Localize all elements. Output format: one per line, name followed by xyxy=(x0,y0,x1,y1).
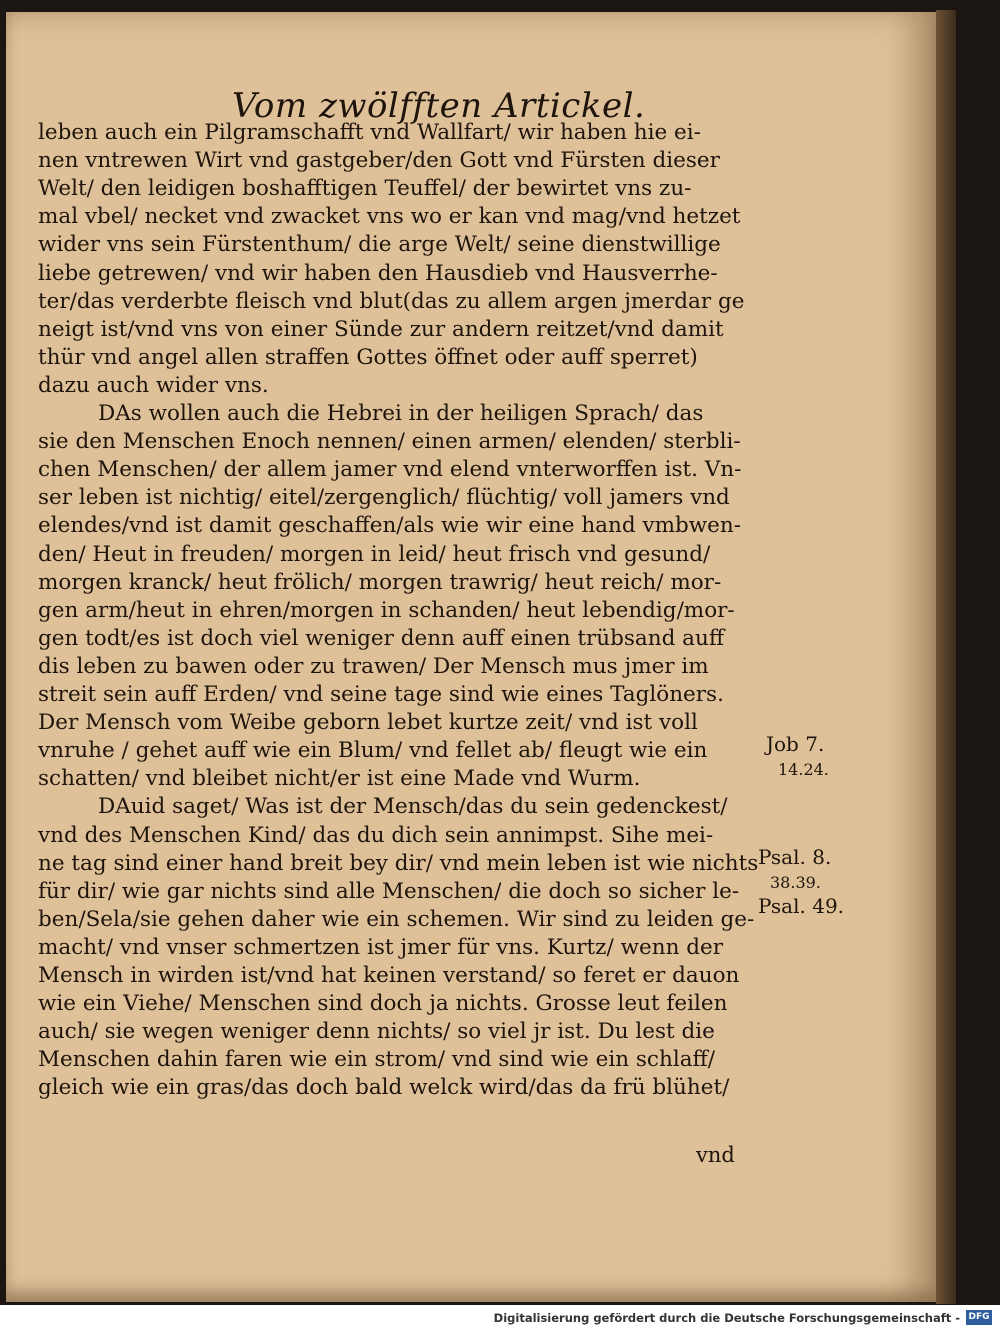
text-line: neigt ist/vnd vns von einer Sünde zur andern reitzet/vnd damit xyxy=(38,316,724,342)
footer-bar xyxy=(0,1305,1000,1330)
text-line: macht/ vnd vnser schmertzen ist jmer für vns. Kurtz/ wenn der xyxy=(38,934,724,960)
text-line: sie den Menschen Enoch nennen/ einen armen/ elenden/ sterbli- xyxy=(38,429,741,455)
text-line: streit sein auff Erden/ vnd seine tage sind wie eines Taglöners. xyxy=(38,682,724,707)
text-line: morgen kranck/ heut frölich/ morgen trawrig/ heut reich/ mor- xyxy=(38,569,722,595)
text-line: den/ Heut in freuden/ morgen in leid/ heut frisch vnd gesund/ xyxy=(38,541,711,567)
text-line: vnd des Menschen Kind/ das du dich sein annimpst. Sihe mei- xyxy=(38,822,714,848)
dfg-logo: DFG xyxy=(966,1310,992,1325)
text-line: chen Menschen/ der allem jamer vnd elend vnterworffen ist. Vn- xyxy=(38,457,742,483)
running-head: Vom zwölfften Artickel. xyxy=(232,86,646,126)
text-line: Welt/ den leidigen boshafftigen Teuffel/ der bewirtet vns zu- xyxy=(38,176,692,202)
text-line: ter/das verderbte fleisch vnd blut(das zu allem argen jmerdar ge xyxy=(38,288,745,314)
text-line: ser leben ist nichtig/ eitel/zergenglich/ flüchtig/ voll jamers vnd xyxy=(38,485,730,511)
text-line: dis leben zu bawen oder zu trawen/ Der Mensch mus jmer im xyxy=(38,653,709,679)
text-line: schatten/ vnd bleibet nicht/er ist eine Made vnd Wurm. xyxy=(38,766,641,792)
text-line: DAuid saget/ Was ist der Mensch/das du sein gedenckest/ xyxy=(98,794,728,820)
text-line: nen vntrewen Wirt vnd gastgeber/den Gott vnd Fürsten dieser xyxy=(38,148,720,174)
page-edge xyxy=(936,10,956,1304)
text-line: thür vnd angel allen straffen Gottes öffnet oder auff sperret) xyxy=(38,344,698,370)
catchword: vnd xyxy=(696,1143,735,1167)
text-line: DAs wollen auch die Hebrei in der heiligen Sprach/ das xyxy=(98,401,704,426)
text-line: ne tag sind einer hand breit bey dir/ vnd mein leben ist wie nichts xyxy=(38,850,758,876)
text-line: Der Mensch vom Weibe geborn lebet kurtze zeit/ vnd ist voll xyxy=(38,710,698,736)
marginal-note-psal-2: Psal. 49. xyxy=(758,894,845,918)
text-line: mal vbel/ necket vnd zwacket vns wo er kan vnd mag/vnd hetzet xyxy=(38,204,741,230)
text-line: gen arm/heut in ehren/morgen in schanden/ heut lebendig/mor- xyxy=(38,597,735,623)
text-line: gleich wie ein gras/das doch bald welck wird/das da frü blühet/ xyxy=(38,1075,730,1101)
text-line: auch/ sie wegen weniger denn nichts/ so viel jr ist. Du lest die xyxy=(38,1019,715,1045)
marginal-note-psal-1: Psal. 8. xyxy=(758,845,832,869)
text-line: ben/Sela/sie gehen daher wie ein schemen. Wir sind zu leiden ge- xyxy=(38,906,755,932)
text-line: leben auch ein Pilgramschafft vnd Wallfart/ wir haben hie ei- xyxy=(38,120,701,145)
footer-credit: Digitalisierung gefördert durch die Deutsche Forschungsgemeinschaft - xyxy=(493,1311,960,1325)
text-line: vnruhe / gehet auff wie ein Blum/ vnd fellet ab/ fleugt wie ein xyxy=(38,738,708,764)
marginal-note-psal-1-ref: 38.39. xyxy=(770,873,821,892)
text-line: liebe getrewen/ vnd wir haben den Hausdieb vnd Hausverrhe- xyxy=(38,260,718,286)
text-line: elendes/vnd ist damit geschaffen/als wie wir eine hand vmbwen- xyxy=(38,513,741,539)
text-line: für dir/ wie gar nichts sind alle Menschen/ die doch so sicher le- xyxy=(38,878,740,904)
text-line: wider vns sein Fürstenthum/ die arge Welt/ seine dienstwillige xyxy=(38,232,721,258)
text-line: wie ein Viehe/ Menschen sind doch ja nichts. Grosse leut feilen xyxy=(38,991,728,1017)
marginal-note-job-ref: 14.24. xyxy=(778,760,829,779)
text-line: Mensch in wirden ist/vnd hat keinen verstand/ so feret er dauon xyxy=(38,963,740,988)
text-line: dazu auch wider vns. xyxy=(38,372,269,398)
text-line: Menschen dahin faren wie ein strom/ vnd sind wie ein schlaff/ xyxy=(38,1047,716,1073)
text-line: gen todt/es ist doch viel weniger denn auff einen trübsand auff xyxy=(38,625,725,651)
marginal-note-job: Job 7. xyxy=(766,732,825,756)
